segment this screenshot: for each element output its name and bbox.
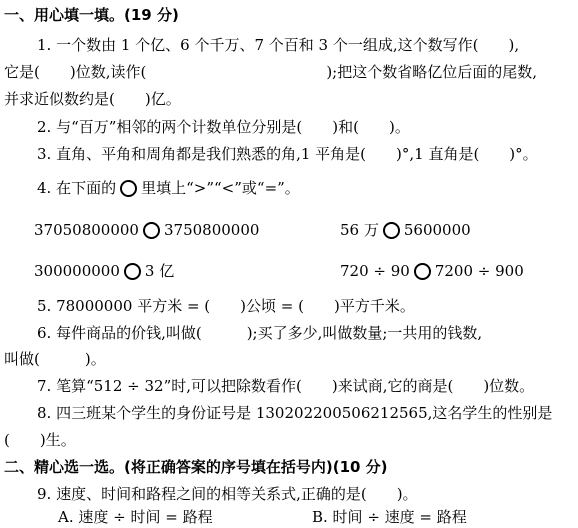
- question-8-line-1: 8. 四三班某个学生的身份证号是 130202200506212565,这名学生的性别是: [37, 404, 553, 422]
- answer-circle[interactable]: [414, 263, 431, 280]
- question-5: 5. 78000000 平方米 = ( )公顷 = ( )平方千米。: [37, 297, 415, 315]
- compare-item-3: [34, 260, 174, 282]
- question-2: 2. 与“百万”相邻的两个计数单位分别是( )和( )。: [37, 118, 410, 136]
- compare-left: 37050800000: [34, 221, 139, 239]
- question-1-line-1: 1. 一个数由 1 个亿、6 个千万、7 个百和 3 个一组成,这个数写作( ),: [37, 36, 520, 54]
- question-9-option-a: A. 速度 ÷ 时间 = 路程: [58, 508, 213, 526]
- question-4-suffix: 里填上“>”“<”或“=”。: [141, 179, 300, 197]
- compare-right: 7200 ÷ 900: [434, 262, 524, 280]
- section-heading-2: 二、精心选一选。(将正确答案的序号填在括号内)(10 分): [4, 458, 388, 476]
- question-6-line-1: 6. 每件商品的价钱,叫做( );买了多少,叫做数量;一共用的钱数,: [37, 324, 483, 342]
- question-6-line-2: 叫做( )。: [4, 350, 106, 368]
- question-9: 9. 速度、时间和路程之间的相等关系式,正确的是( )。: [37, 485, 418, 503]
- section-heading-1: 一、用心填一填。(19 分): [4, 6, 179, 24]
- compare-right: 3 亿: [144, 262, 175, 280]
- question-9-option-b: B. 时间 ÷ 速度 = 路程: [312, 508, 467, 526]
- compare-right: 5600000: [403, 221, 471, 239]
- compare-item-2: [340, 219, 471, 241]
- compare-item-1: [34, 219, 259, 241]
- compare-left: 300000000: [34, 262, 120, 280]
- answer-circle[interactable]: [143, 222, 160, 239]
- compare-right: 3750800000: [163, 221, 260, 239]
- compare-left: 720 ÷ 90: [340, 262, 410, 280]
- compare-item-4: [340, 260, 524, 282]
- answer-circle[interactable]: [383, 222, 400, 239]
- question-7: 7. 笔算“512 ÷ 32”时,可以把除数看作( )来试商,它的商是( )位数。: [37, 377, 535, 395]
- question-4-prompt: [37, 177, 572, 199]
- question-1-line-2: 它是( )位数,读作( );把这个数省略亿位后面的尾数,: [4, 63, 538, 81]
- question-8-line-2: ( )生。: [4, 431, 76, 449]
- answer-circle[interactable]: [124, 263, 141, 280]
- compare-left: 56 万: [340, 221, 379, 239]
- question-1-line-3: 并求近似数约是( )亿。: [4, 90, 181, 108]
- question-3: 3. 直角、平角和周角都是我们熟悉的角,1 平角是( )°,1 直角是( )°。: [37, 145, 538, 163]
- circle-icon: [120, 180, 137, 197]
- question-4-prefix: 4. 在下面的: [37, 179, 117, 197]
